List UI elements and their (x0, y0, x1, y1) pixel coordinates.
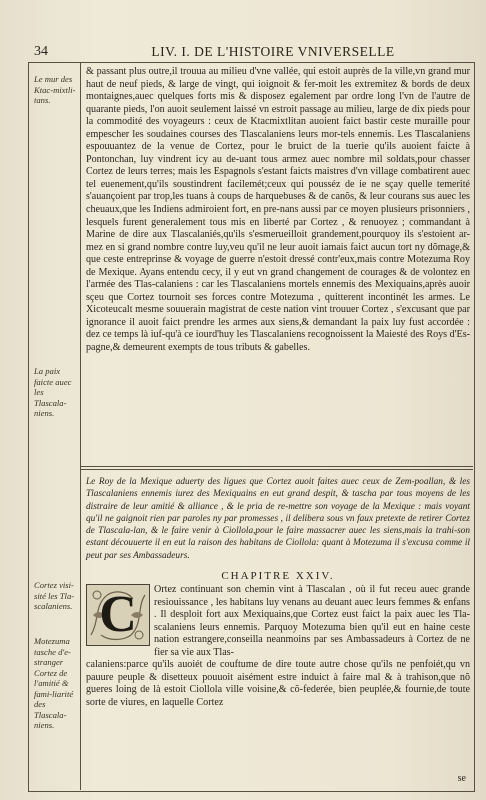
running-head: LIV. I. DE L'HISTOIRE VNIVERSELLE (151, 44, 395, 59)
margin-note-mur: Le mur des Ktac-mixtli-tans. (34, 74, 76, 105)
page-header (34, 44, 468, 62)
margin-rule (80, 62, 81, 790)
page-number: 34 (34, 44, 48, 59)
margin-note-paix: La paix faicte auec les Tlascala-niens. (34, 366, 72, 418)
main-paragraph: & passant plus outre,il trouua au milieu d'vne vallée, qui estoit auprès de la ville,vn grand mur haut de neuf pieds, & large de vingt, qui ioignoit & fer-moit les extremitez & bords de deux montaignes,auec quelques forts mis & disposez egalement par ordre long l'vn de l'autre de quarante pieds, l'on auoit seulement laissé vn estroit passage au milieu, large de dix pieds pour la commodité des voyageurs : ceux de Ktacmixtlitan auoient faict bastir ceste muraille pour empescher les soudaines courses des Tlascalaniens leurs mor-tels ennemis. Les Tlascalaniens espouuantez de la venue de Cortez, pour le bruict de la tuerie qu'ils auoient faicte à Pontonchan, luy vindrent icy au de-uant tous armez auec nombre mil soldats,pour chasser Cortez de leurs terres; mais les Espagnols s'estant faicts maistres d'vn village combatirent auec tel euenement,qu'ils soustindrent facilemét;ceux qui pousséz de ie ne sçay quelle temerité s'auançoient par trop,les tuans à coups de harquebuses & de canõs, & leur courans sus auec les cheuaux,que les Indiens admiroient fort, en pre-nans aussi par ce moyen plusieurs prisonniers , lesquels furent generalement tous mis en liberté par Cortez , & renuoyez ; commandant à Marine de dire aux Tlascalaniés,qu'ils s'esmerueilloit grandement,pourquoy ils s'estoient ar-mez en si grand nombre contre luy,veu qu'il ne leur auoit iamais faict aucun tort ny dõmage,& que ceste entreprinse & voyage de guerre n'estoit dressé contr'eux,mais contre Motezuma Roy de Mexique. Ayans entendu cecy, il y eut vn grand changement de courages & de volontez en l'armée des Tlas-calaniens : car les Tlascalaniens mortels ennemis des Mexiquains,après auoir sçeu que Cortez tournoit ses forces contre Motezuma , quitterent incontinét les armes. Le Xicoteucalt mesme souuerain magistrat de ceste nation vint trouuer Cortez , s'excusant que par ignorance il auoit faict prendre les armes aux siens,& demandant la paix luy fust accordée : dez ce temps là iuf-qu'à ce iourd'huy les Tlascalaniens recognoissent la Maiesté des Roys d'Es-pagne,& demeurent exempts de tous tributs & gabelles. (86, 66, 470, 354)
section-rule-top (80, 466, 473, 467)
main-text (86, 66, 470, 355)
ornamental-initial (86, 584, 150, 646)
chapter-summary: Le Roy de la Mexique aduerty des ligues que Cortez auoit faites auec ceux de Zem-poallan, & les Tlascalaniens ennemis iurez des Mexiquains en eut grand despit, & tascha par tous moyens de les distraire de leur amitié & alliance , & le pria de re-mettre son voyage de la Mexique : mais voyant qu'il ne gaignoit rien par paroles ny par promesses , il delibera sous vn faux pretexte de retirer Cortez de Tlascala-lan, & le faire venir à Ciollola,pour le faire massacrer auec les siens,mais la trahi-son estant découuerte il en eut la raison des habitans de Ciollola: quant à Motezuma il s'excusa comme il peut par ses Ambassadeurs. (86, 477, 470, 561)
chapter-title: CHAPITRE XXIV. (221, 570, 335, 582)
catchword: se (457, 773, 466, 784)
dropcap-letter: C (99, 586, 137, 643)
chapter-opening-text: Ortez continuant son chemin vint à Tlascalan , où il fut receu auec grande resiouissance , les habitans luy venans au deuant auec leurs femmes & enfans . Il desploit fort aux Mexiquains,que Cortez eust faict la paix auec les Tla-scalaniens leurs ennemis. Parquoy Motezuma bien qu'il eut en haine ceste nation estrangere,conseilla neanmoins par ses Ambassadeurs à Cortez de ne fier sa vie aux Tlas- (154, 584, 470, 658)
margin-note-motezuma: Motezuma tasche d'e-stranger Cortez de l'amitié & fami-liarité des Tlascala-niens. (34, 636, 74, 730)
chapter-continuation-text: calaniens:parce qu'ils auoiét de couftume de dire toute autre chose qu'ils ne penfoiét,qu vn pauure peuple & disetteux pouuoit aisément estre induict à faire mal & à trahison,que nõ gueres loing de là estoit Ciollola ville voisine,& cõ-federée, bien peuplée,& fournie,de toute sorte de viures, en laquelle Cortez (86, 659, 470, 708)
margin-note-visite: Cortez visi-sité les Tla-scalaniens. (34, 580, 75, 611)
section-rule-bottom (80, 469, 473, 470)
